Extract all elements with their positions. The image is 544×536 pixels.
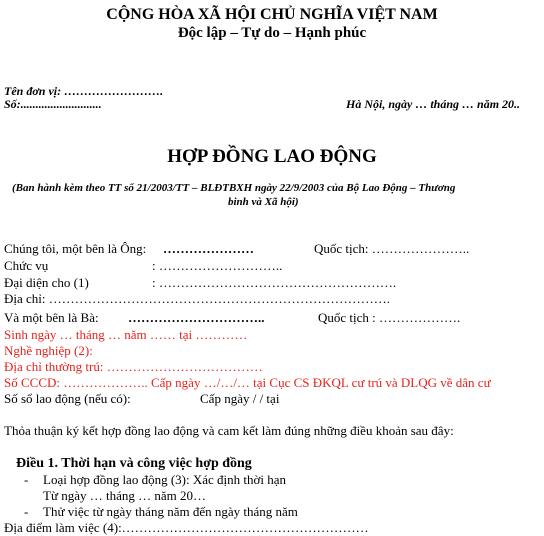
workplace: Địa điểm làm việc (4):………………………………………………… xyxy=(4,520,369,535)
party-b-birth: Sinh ngày … tháng … năm …… tại ………… xyxy=(4,327,248,342)
agreement-statement: Thỏa thuận ký kết hợp đồng lao động và cam kết làm đúng những điều khoản sau đây: xyxy=(4,423,454,438)
party-b-intro: Và một bên là Bà: xyxy=(4,310,99,325)
party-a-nationality: Quốc tịch: ………………….. xyxy=(314,241,470,256)
unit-name-label: Tên đơn vị: ……………………. xyxy=(4,84,164,98)
party-b-permanent-address: Địa chỉ thường trú: ……………………………… xyxy=(4,359,263,374)
contract-from-date: Từ ngày … tháng … năm 20… xyxy=(43,488,207,503)
document-number-label: Số:........................... xyxy=(4,97,102,111)
party-a-representative-value: : ………………………………………………. xyxy=(152,275,397,290)
party-b-occupation: Nghề nghiệp (2): xyxy=(4,343,93,358)
bullet-dash: - xyxy=(24,472,29,487)
party-a-address: Địa chỉ: ……………………………………………………………………. xyxy=(4,291,391,306)
party-b-labor-book-value: Cấp ngày / / tại xyxy=(200,391,280,406)
nation-header: CỘNG HÒA XÃ HỘI CHỦ NGHĨA VIỆT NAM xyxy=(106,6,438,23)
contract-title: HỢP ĐỒNG LAO ĐỘNG xyxy=(167,146,377,167)
party-a-name-dots: ………………… xyxy=(163,241,254,256)
article-1-heading: Điều 1. Thời hạn và công việc hợp đồng xyxy=(16,456,252,471)
place-date: Hà Nội, ngày … tháng … năm 20.. xyxy=(346,97,521,111)
party-a-representative-label: Đại diện cho (1) xyxy=(4,275,89,290)
contract-type: Loại hợp đồng lao động (3): Xác định thời hạn xyxy=(43,472,287,487)
party-a-position-value: : ……………………….. xyxy=(152,258,283,273)
subtitle-line-1: (Ban hành kèm theo TT số 21/2003/TT – BLĐTBXH ngày 22/9/2003 của Bộ Lao Động – Thương xyxy=(12,182,456,194)
subtitle-line-2: binh và Xã hội) xyxy=(228,196,299,208)
party-a-position-label: Chức vụ xyxy=(4,258,49,273)
motto: Độc lập – Tự do – Hạnh phúc xyxy=(177,25,367,41)
party-b-id-card: Số CCCD: ……………….. Cấp ngày …/…/… tại Cục CS ĐKQL cư trú và DLQG về dân cư xyxy=(4,375,491,390)
party-b-name-dots: ………………………….. xyxy=(128,310,265,325)
bullet-dash: - xyxy=(24,504,29,519)
probation-period: Thử việc từ ngày tháng năm đến ngày tháng năm xyxy=(43,504,298,519)
party-a-intro: Chúng tôi, một bên là Ông: xyxy=(4,241,147,256)
party-b-labor-book-label: Số sổ lao động (nếu có): xyxy=(4,391,131,406)
party-b-nationality: Quốc tịch : ………………. xyxy=(318,310,461,325)
